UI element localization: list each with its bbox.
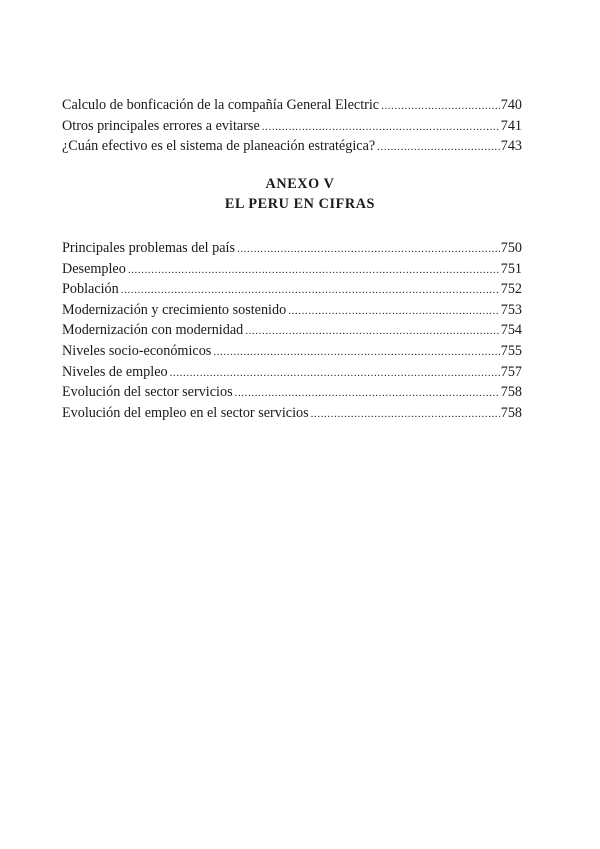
toc-entry	[62, 136, 522, 157]
toc-entry-title: Desempleo	[62, 260, 126, 277]
toc-section-bottom	[62, 238, 522, 423]
toc-entry-page: 741	[500, 117, 522, 134]
dot-leader	[245, 321, 499, 342]
toc-entry-title: Evolución del sector servicios	[62, 384, 233, 401]
toc-entry-page: 750	[500, 240, 522, 256]
dot-leader	[128, 260, 500, 281]
toc-entry-title: Principales problemas del país	[62, 240, 235, 256]
dot-leader	[377, 137, 500, 158]
toc-entry	[62, 259, 522, 280]
dot-leader	[170, 363, 500, 384]
toc-entry-title: Modernización con modernidad	[62, 322, 244, 339]
toc-entry	[62, 95, 522, 116]
toc-entry	[62, 320, 522, 341]
dot-leader	[288, 301, 500, 322]
toc-entry-page: 758	[500, 384, 522, 401]
toc-entry-page: 743	[500, 138, 522, 155]
toc-entry-page: 755	[500, 342, 522, 359]
dot-leader	[381, 96, 500, 117]
dot-leader	[237, 239, 500, 260]
toc-entry	[62, 341, 522, 362]
toc-entry	[62, 382, 522, 403]
toc-entry	[62, 279, 522, 300]
toc-section-top	[62, 95, 522, 157]
toc-entry	[62, 238, 522, 259]
toc-entry-page: 752	[500, 281, 522, 298]
toc-entry	[62, 116, 522, 137]
toc-entry-title: Otros principales errores a evitarse	[62, 117, 260, 134]
dot-leader	[262, 117, 500, 138]
toc-entry	[62, 403, 522, 424]
toc-entry-title: Calculo de bonficación de la compañía General Electric	[62, 97, 380, 113]
dot-leader	[213, 342, 499, 363]
toc-entry-title: Evolución del empleo en el sector servicios	[62, 404, 309, 421]
toc-entry-page: 740	[500, 97, 522, 113]
dot-leader	[311, 404, 500, 425]
toc-entry-page: 753	[500, 301, 522, 318]
annex-title: EL PERU EN CIFRAS	[224, 196, 376, 212]
toc-entry-title: Niveles de empleo	[62, 363, 168, 380]
dot-leader	[121, 280, 500, 301]
toc-entry-page: 751	[500, 260, 522, 277]
toc-entry-title: Niveles socio-económicos	[62, 342, 212, 359]
dot-leader	[235, 383, 500, 404]
toc-entry-title: Modernización y crecimiento sostenido	[62, 301, 287, 318]
annex-label: ANEXO V	[265, 176, 335, 192]
toc-entry	[62, 362, 522, 383]
toc-entry-page: 758	[500, 404, 522, 421]
toc-entry	[62, 300, 522, 321]
toc-entry-page: 754	[500, 322, 522, 339]
toc-entry-title: ¿Cuán efectivo es el sistema de planeación estratégica?	[62, 138, 376, 155]
toc-entry-title: Población	[62, 281, 119, 298]
toc-entry-page: 757	[500, 363, 522, 380]
